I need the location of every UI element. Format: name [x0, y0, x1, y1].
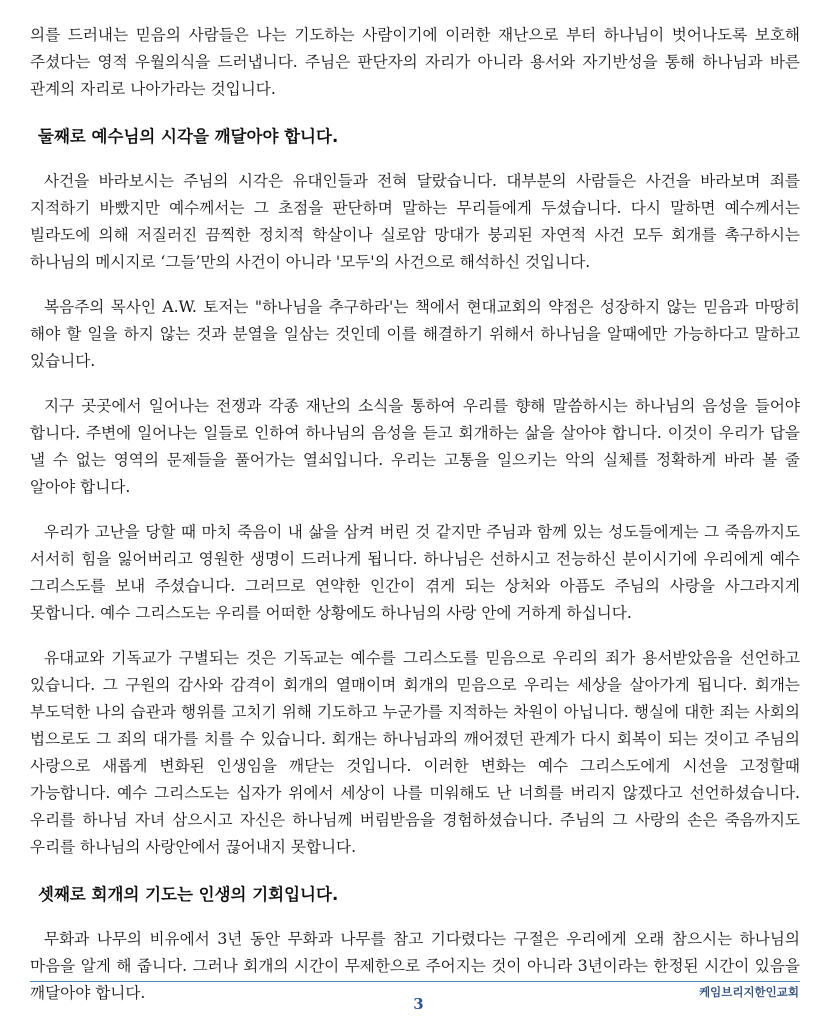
paragraph: 사건을 바라보시는 주님의 시각은 유대인들과 전혀 달랐습니다. 대부분의 사람들은 사건을 바라보며 죄를 지적하기 바빴지만 예수께서는 그 초점을 판단하며 말하는 무리들에게 두셨습니다. 다시 말하면 예수께서는 빌라도에 의해 저질러진 끔찍한 정치적 학살이나 실로암 망대가 붕괴된 자연적 사건 모두 회개를 촉구하시는 하나님의 메시지로 ‘그들’만의 사건이 아니라 '모두'의 사건으로 해석하신 것입니다.	[30, 172, 800, 271]
paragraph: 무화과 나무의 비유에서 3년 동안 무화과 나무를 참고 기다렸다는 구절은 우리에게 오래 참으시는 하나님의 마음을 알게 해 줍니다. 그러나 회개의 시간이 무제한으로 주어지는 것이 아니라 3년이라는 한정된 시간이 있음을 깨달아야 합니다.	[30, 930, 801, 1002]
footer-divider	[30, 981, 800, 982]
paragraph: 복음주의 목사인 A.W. 토저는 "하나님을 추구하라'는 책에서 현대교회의 약점은 성장하지 않는 믿음과 마땅히 해야 할 일을 하지 않는 것과 분열을 일삼는 것인데 이를 해결하기 위해서 하나님을 알때에만 가능하다고 말하고 있습니다.	[30, 298, 800, 370]
document-page	[30, 22, 800, 1025]
paragraph-intro: 의를 드러내는 믿음의 사람들은 나는 기도하는 사람이기에 이러한 재난으로 부터 하나님이 벗어나도록 보호해 주셨다는 영적 우월의식을 드러냅니다. 주님은 판단자의 자리가 아니라 용서와 자기반성을 통해 하나님과 바른 관계의 자리로 나아가라는 것입니다.	[30, 26, 800, 98]
section-heading-third: 셋째로 회개의 기도는 인생의 기회입니다.	[38, 885, 339, 904]
paragraph: 유대교와 기독교가 구별되는 것은 기독교는 예수를 그리스도를 믿음으로 우리의 죄가 용서받았음을 선언하고 있습니다. 그 구원의 감사와 감격이 회개의 열매이며 회개의 믿음으로 우리는 세상을 살아가게 됩니다. 회개는 부도덕한 나의 습관과 행위를 고치기 위해 기도하고 누군가를 지적하는 차원이 아닙니다. 행실에 대한 죄는 사회의 법으로도 그 죄의 대가를 치를 수 있습니다. 회개는 하나님과의 깨어졌던 관계가 다시 회복이 되는 것이고 주님의 사랑으로 새롭게 변화된 인생임을 깨닫는 것입니다. 이러한 변화는 예수 그리스도에게 시선을 고정할때 가능합니다. 예수 그리스도는 십자가 위에서 세상이 나를 미워해도 난 너희를 버리지 않겠다고 선언하셨습니다. 우리를 하나님 자녀 삼으시고 자신은 하나님께 버림받음을 경험하셨습니다. 주님의 그 사랑의 손은 죽음까지도 우리를 하나님의 사랑안에서 끊어내지 못합니다.	[30, 649, 800, 856]
section-heading-second: 둘째로 예수님의 시각을 깨달아야 합니다.	[38, 127, 339, 146]
page-number: 3	[413, 995, 424, 1013]
paragraph: 지구 곳곳에서 일어나는 전쟁과 각종 재난의 소식을 통하여 우리를 향해 말씀하시는 하나님의 음성을 들어야 합니다. 주변에 일어나는 일들로 인하여 하나님의 음성을 듣고 회개하는 삶을 살아야 합니다. 이것이 우리가 답을 낼 수 없는 영역의 문제들을 풀어가는 열쇠입니다. 우리는 고통을 일으키는 악의 실체를 정확하게 바라 볼 줄 알아야 합니다.	[30, 397, 800, 496]
footer-church-name: 케임브리지한인교회	[699, 985, 799, 999]
paragraph: 우리가 고난을 당할 때 마치 죽음이 내 삶을 삼켜 버린 것 같지만 주님과 함께 있는 성도들에게는 그 죽음까지도 서서히 힘을 잃어버리고 영원한 생명이 드러나게 됩니다. 하나님은 선하시고 전능하신 분이시기에 우리에게 예수 그리스도를 보내 주셨습니다. 그러므로 연약한 인간이 겪게 되는 상처와 아픔도 주님의 사랑을 사그라지게 못합니다. 예수 그리스도는 우리를 어떠한 상황에도 하나님의 사랑 안에 거하게 하십니다.	[30, 523, 800, 622]
